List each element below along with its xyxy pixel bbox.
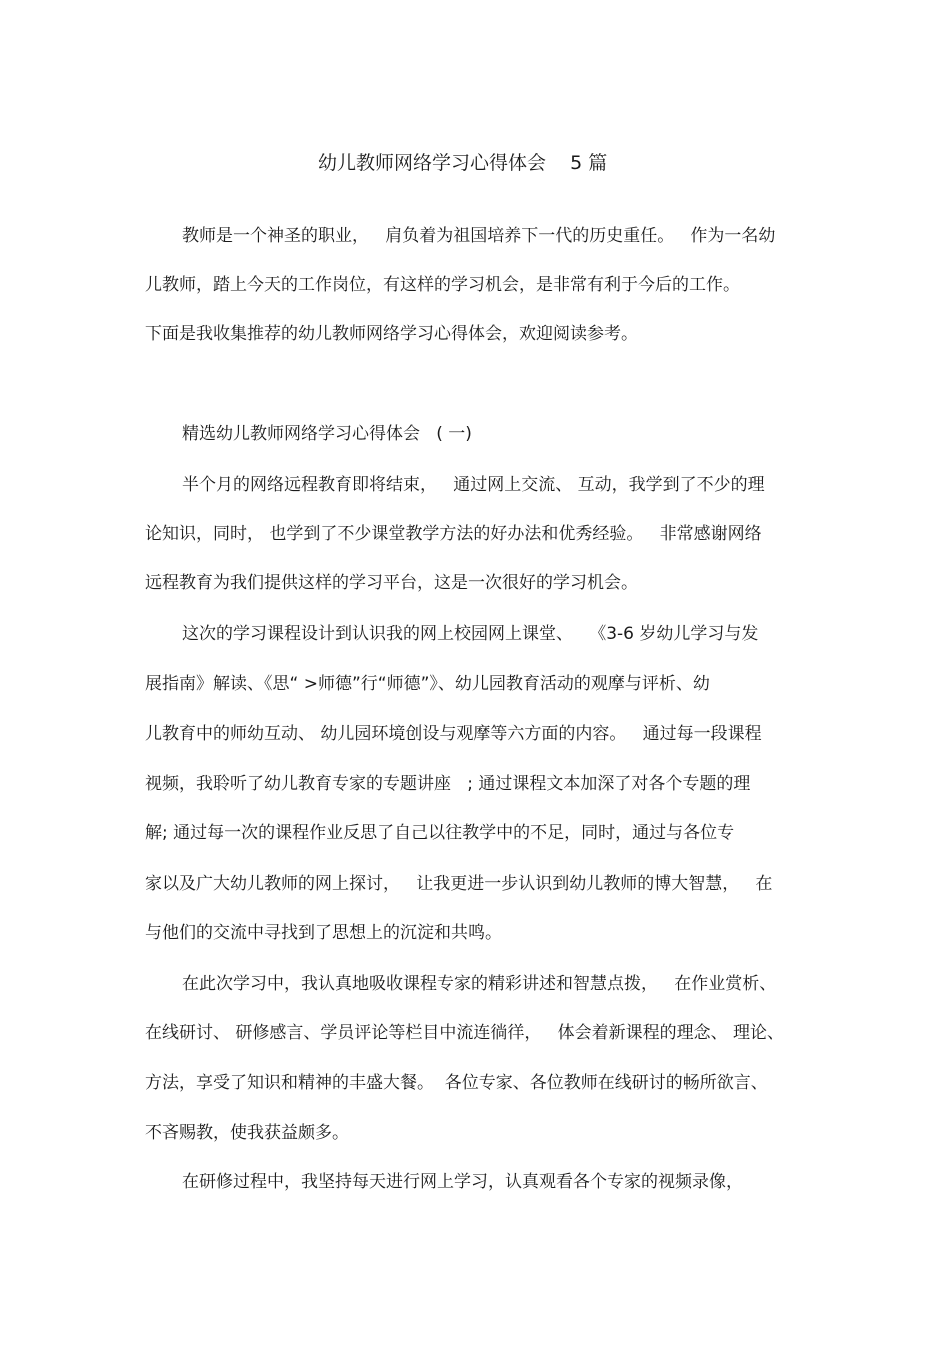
- paragraph-line: 在研修过程中，我坚持每天进行网上学习，认真观看各个专家的视频录像，: [182, 1172, 743, 1192]
- paragraph-line: 家以及广大幼儿教师的网上探讨， 让我更进一步认识到幼儿教师的博大智慧， 在: [145, 874, 773, 894]
- paragraph-line: 方法，享受了知识和精神的丰盛大餐。 各位专家、各位教师在线研讨的畅所欲言、: [145, 1073, 768, 1093]
- paragraph-line: 不吝赐教，使我获益颇多。: [145, 1123, 349, 1143]
- intro-line-3: 下面是我收集推荐的幼儿教师网络学习心得体会，欢迎阅读参考。: [145, 324, 638, 344]
- paragraph-line: 解; 通过每一次的课程作业反思了自己以往教学中的不足，同时，通过与各位专: [145, 823, 735, 843]
- paragraph-line: 在此次学习中，我认真地吸收课程专家的精彩讲述和智慧点拨， 在作业赏析、: [182, 974, 777, 994]
- paragraph-line: 儿教育中的师幼互动、 幼儿园环境创设与观摩等六方面的内容。 通过每一段课程: [145, 724, 762, 744]
- paragraph-line: 半个月的网络远程教育即将结束， 通过网上交流、 互动，我学到了不少的理: [182, 475, 765, 495]
- paragraph-line: 论知识，同时， 也学到了不少课堂教学方法的好办法和优秀经验。 非常感谢网络: [145, 524, 762, 544]
- intro-line-2: 儿教师，踏上今天的工作岗位，有这样的学习机会，是非常有利于今后的工作。: [145, 275, 740, 295]
- page-title: 幼儿教师网络学习心得体会 5 篇: [318, 152, 608, 174]
- paragraph-line: 远程教育为我们提供这样的学习平台，这是一次很好的学习机会。: [145, 573, 638, 593]
- paragraph-line: 与他们的交流中寻找到了思想上的沉淀和共鸣。: [145, 923, 502, 943]
- section-heading: 精选幼儿教师网络学习心得体会 ( 一): [182, 424, 472, 444]
- intro-line-1: 教师是一个神圣的职业， 肩负着为祖国培养下一代的历史重任。 作为一名幼: [182, 226, 776, 246]
- paragraph-line: 在线研讨、 研修感言、学员评论等栏目中流连徜徉， 体会着新课程的理念、 理论、: [145, 1023, 785, 1043]
- paragraph-line: 视频，我聆听了幼儿教育专家的专题讲座 ; 通过课程文本加深了对各个专题的理: [145, 774, 751, 794]
- paragraph-line: 这次的学习课程设计到认识我的网上校园网上课堂、 《3-6 岁幼儿学习与发: [182, 624, 759, 644]
- paragraph-line: 展指南》解读、《思“ >师德”行“师德”》、幼儿园教育活动的观摩与评析、幼: [145, 674, 710, 694]
